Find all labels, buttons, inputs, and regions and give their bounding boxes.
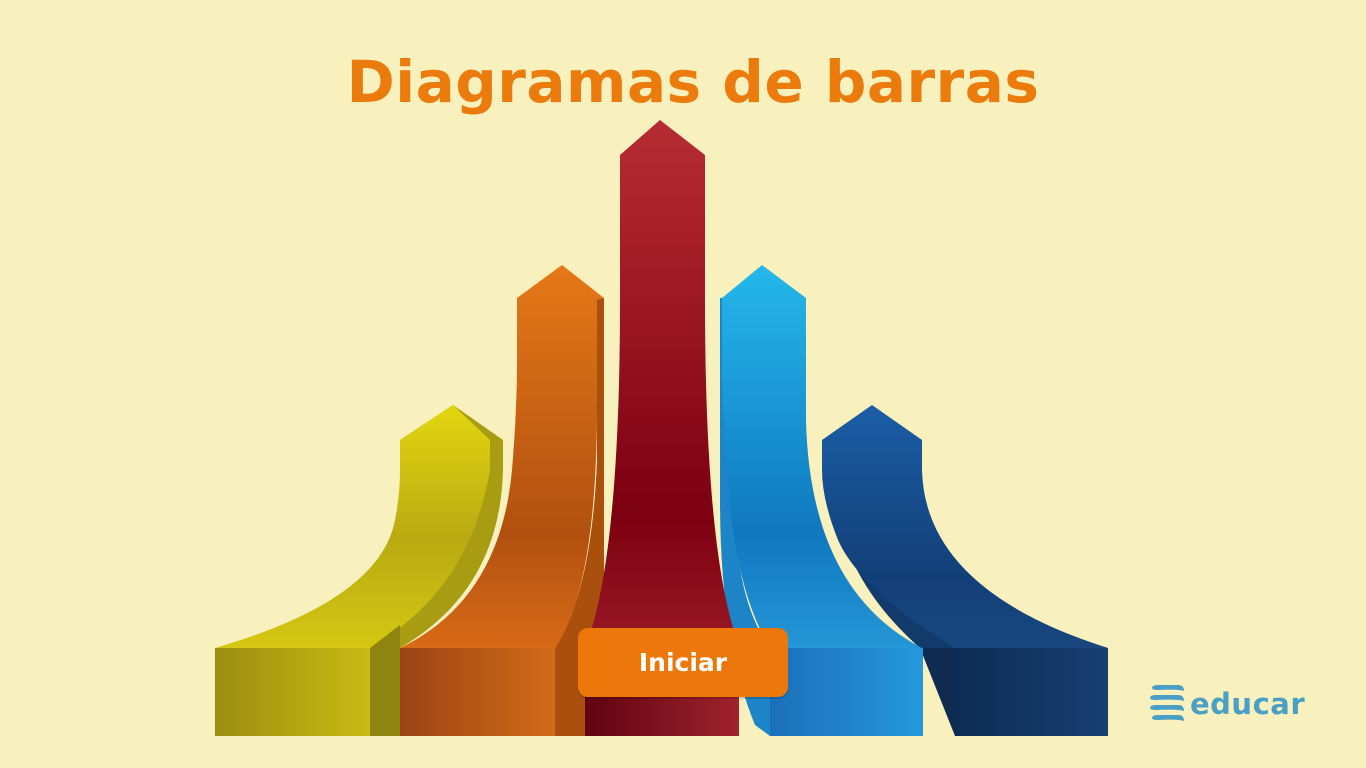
educar-logo-icon xyxy=(1148,682,1186,726)
brand-name: educar xyxy=(1190,687,1306,721)
start-button[interactable]: Iniciar xyxy=(578,628,788,697)
brand-logo[interactable] xyxy=(1148,682,1305,726)
page-title: Diagramas de barras xyxy=(346,48,1040,116)
